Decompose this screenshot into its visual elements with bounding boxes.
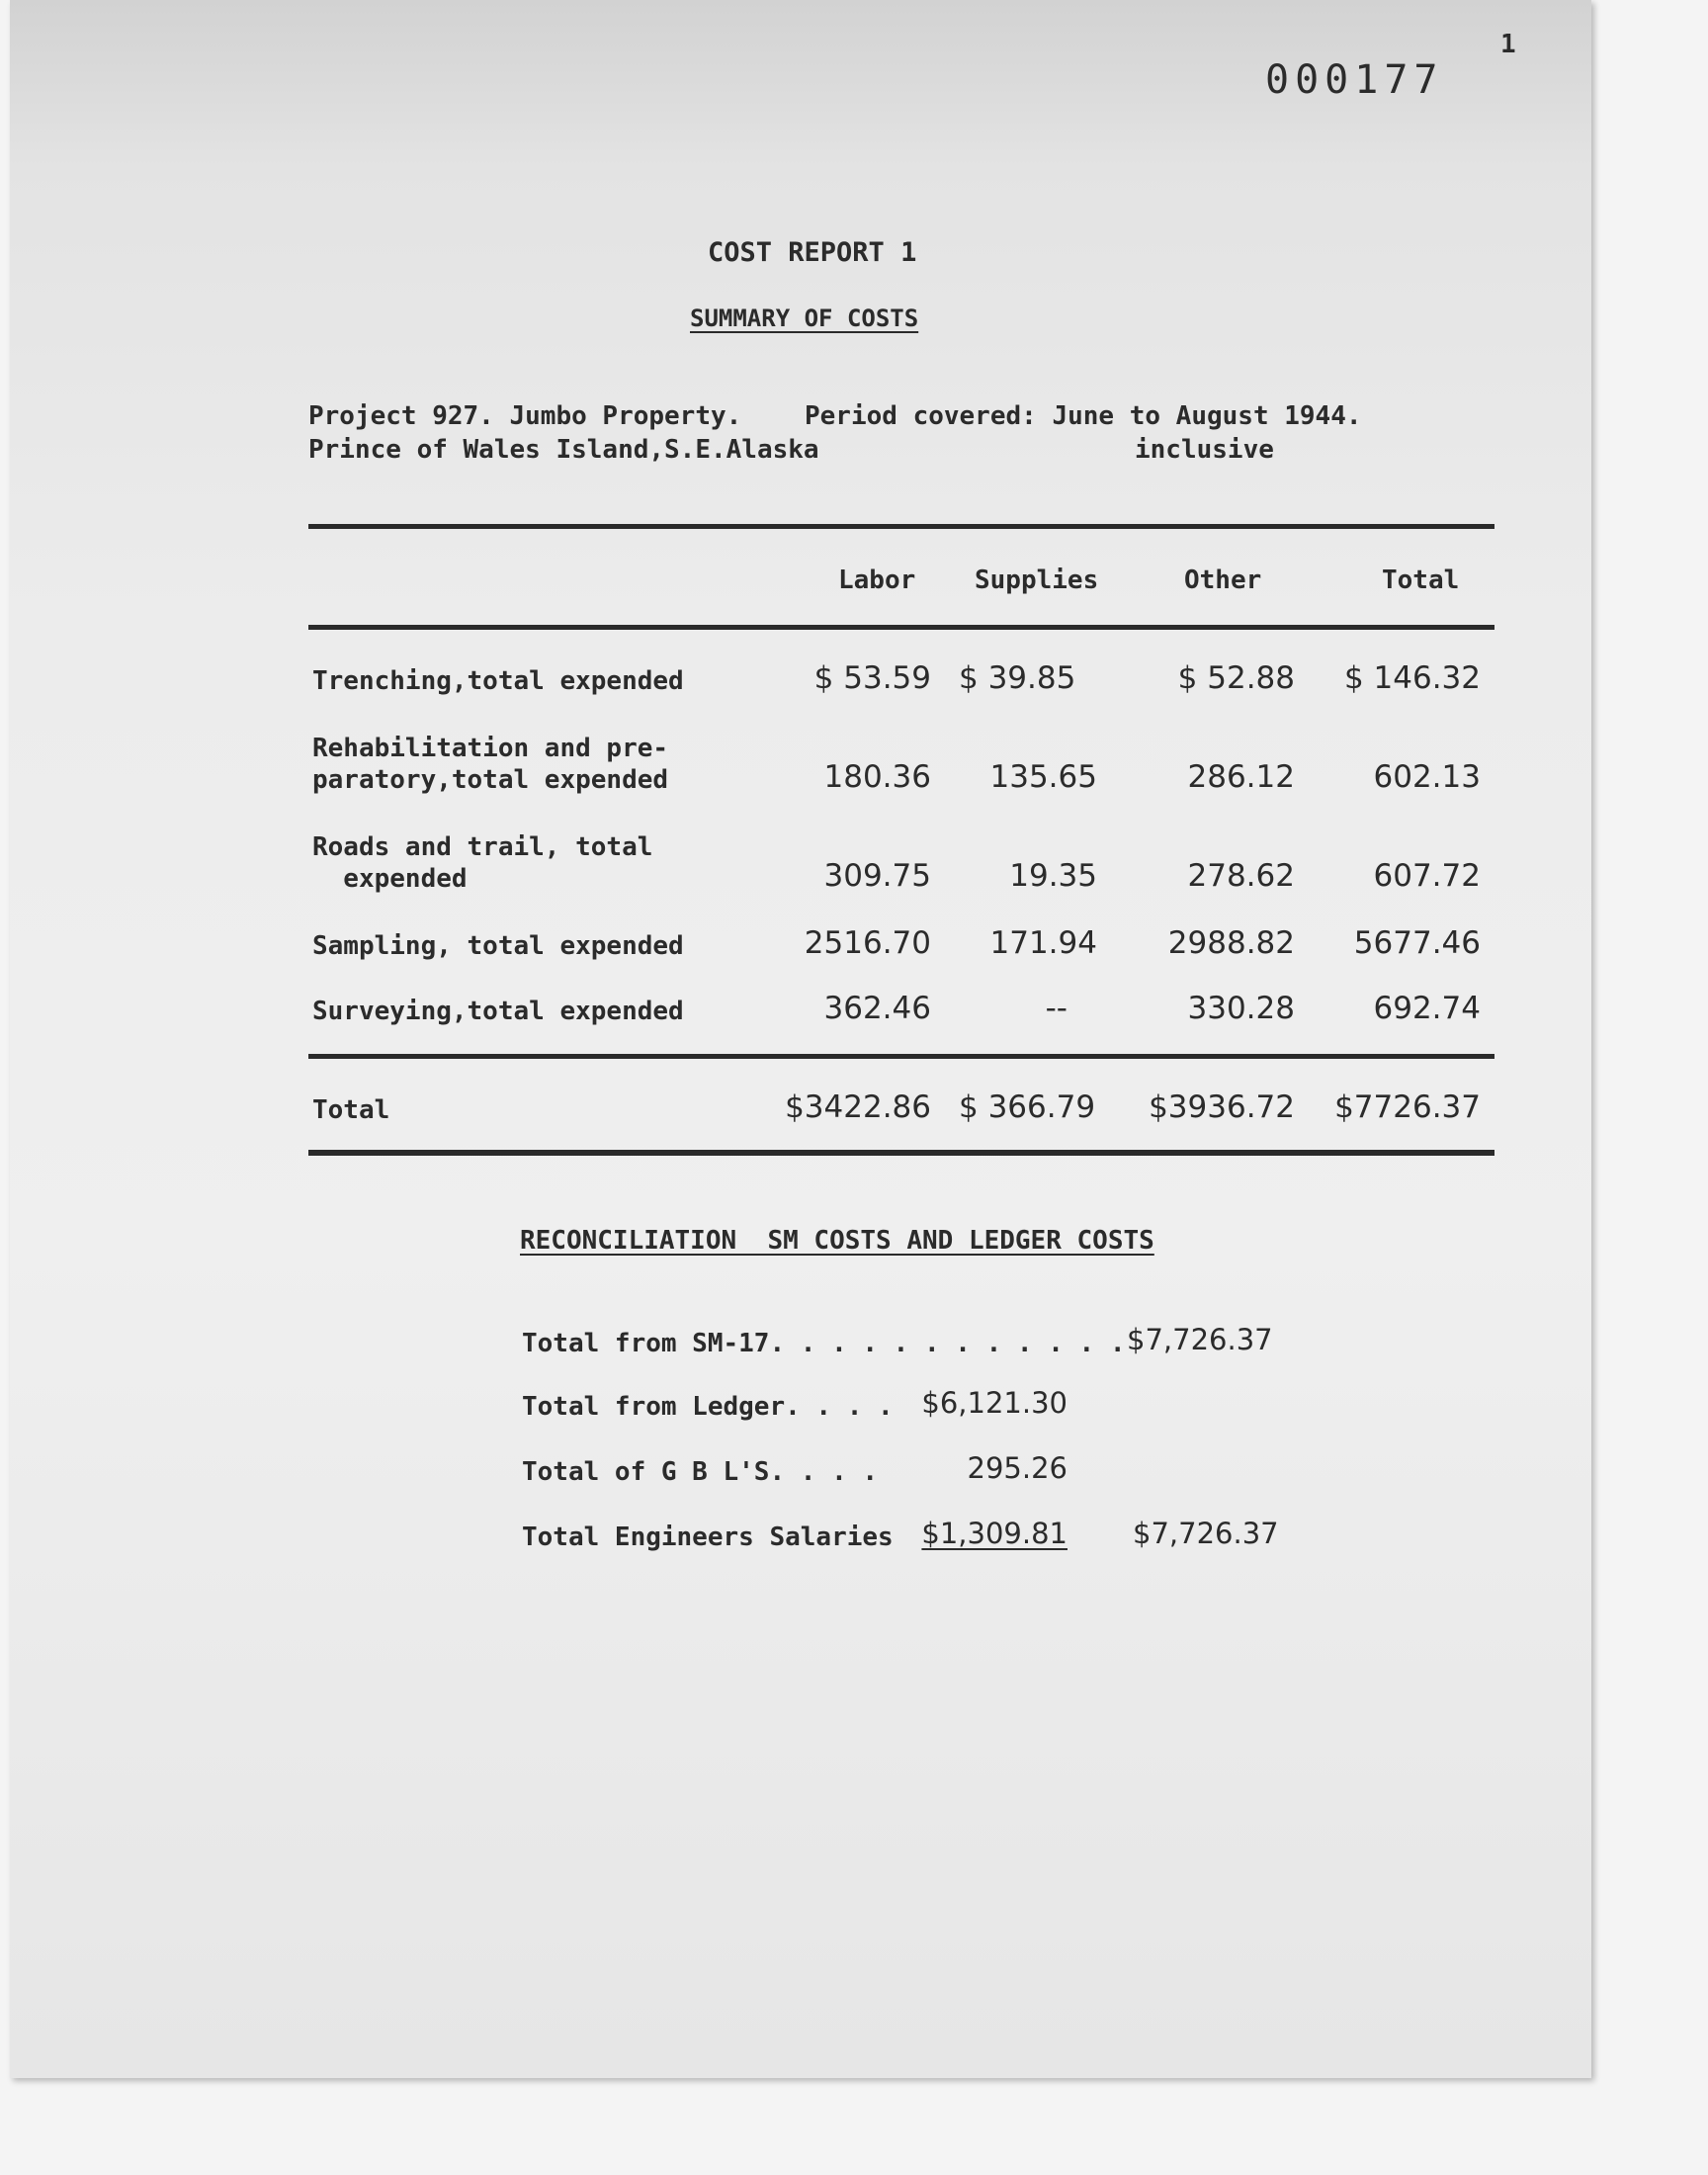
recon-line-salaries-label: Total Engineers Salaries	[522, 1522, 894, 1552]
total-other: $3936.72	[1149, 1089, 1295, 1125]
cell-rehabilitation-other: 286.12	[1187, 759, 1295, 795]
project-name: Project 927. Jumbo Property.	[308, 401, 742, 431]
cell-rehabilitation-total: 602.13	[1373, 759, 1481, 795]
cell-trenching-other: $ 52.88	[1177, 660, 1295, 696]
page-number: 1	[1500, 30, 1516, 59]
cell-trenching-supplies: $ 39.85	[959, 660, 1076, 696]
document-number: 000177	[1265, 57, 1444, 103]
col-header-labor: Labor	[838, 566, 916, 595]
recon-line-gbl-label: Total of G B L'S. . . .	[522, 1457, 879, 1487]
row-label-roads-line2: expended	[312, 864, 468, 894]
project-location: Prince of Wales Island,S.E.Alaska	[308, 435, 819, 465]
recon-line-sm17-total: $7,726.37	[1127, 1323, 1273, 1356]
cell-sampling-total: 5677.46	[1353, 925, 1481, 961]
recon-line-salaries-amount: $1,309.81	[921, 1517, 1068, 1550]
recon-line-ledger-label: Total from Ledger. . . .	[522, 1392, 894, 1422]
recon-line-ledger-amount: $6,121.30	[921, 1386, 1068, 1420]
recon-line-salaries-total: $7,726.37	[1133, 1517, 1279, 1550]
total-total: $7726.37	[1334, 1089, 1481, 1125]
cell-surveying-total: 692.74	[1373, 991, 1481, 1026]
period-covered: Period covered: June to August 1944.	[805, 401, 1362, 431]
table-bottom-rule	[308, 1150, 1494, 1156]
col-header-other: Other	[1184, 566, 1262, 595]
recon-line-sm17-label: Total from SM-17. . . . . . . . . . . .	[522, 1329, 1126, 1358]
cell-sampling-other: 2988.82	[1167, 925, 1295, 961]
cell-trenching-labor: $ 53.59	[813, 660, 931, 696]
cell-trenching-total: $ 146.32	[1343, 660, 1481, 696]
cell-sampling-supplies: 171.94	[989, 925, 1097, 961]
col-header-supplies: Supplies	[975, 566, 1099, 595]
table-top-rule	[308, 524, 1494, 529]
period-inclusive: inclusive	[1135, 435, 1274, 465]
col-header-total: Total	[1382, 566, 1460, 595]
row-label-trenching: Trenching,total expended	[312, 666, 684, 696]
row-label-sampling: Sampling, total expended	[312, 931, 684, 961]
report-subtitle: SUMMARY OF COSTS	[690, 304, 919, 332]
cell-sampling-labor: 2516.70	[804, 925, 931, 961]
recon-line-gbl-amount: 295.26	[967, 1451, 1068, 1485]
cell-roads-supplies: 19.35	[1009, 858, 1097, 894]
total-labor: $3422.86	[785, 1089, 931, 1125]
cell-surveying-other: 330.28	[1187, 991, 1295, 1026]
cell-roads-total: 607.72	[1373, 858, 1481, 894]
reconciliation-title: RECONCILIATION SM COSTS AND LEDGER COSTS	[520, 1226, 1154, 1256]
row-label-roads-line1: Roads and trail, total	[312, 832, 653, 862]
row-label-surveying: Surveying,total expended	[312, 997, 684, 1026]
cell-rehabilitation-supplies: 135.65	[989, 759, 1097, 795]
header-bottom-rule	[308, 625, 1494, 630]
cell-roads-other: 278.62	[1187, 858, 1295, 894]
row-label-rehabilitation-line1: Rehabilitation and pre-	[312, 734, 669, 763]
total-row-label: Total	[312, 1095, 390, 1125]
total-supplies: $ 366.79	[959, 1089, 1096, 1125]
report-title: COST REPORT 1	[708, 237, 917, 268]
cell-roads-labor: 309.75	[823, 858, 931, 894]
cell-surveying-supplies: --	[1045, 991, 1068, 1026]
total-top-rule	[308, 1054, 1494, 1059]
cell-surveying-labor: 362.46	[823, 991, 931, 1026]
row-label-rehabilitation-line2: paratory,total expended	[312, 765, 669, 795]
cell-rehabilitation-labor: 180.36	[823, 759, 931, 795]
document-page	[10, 0, 1591, 2078]
